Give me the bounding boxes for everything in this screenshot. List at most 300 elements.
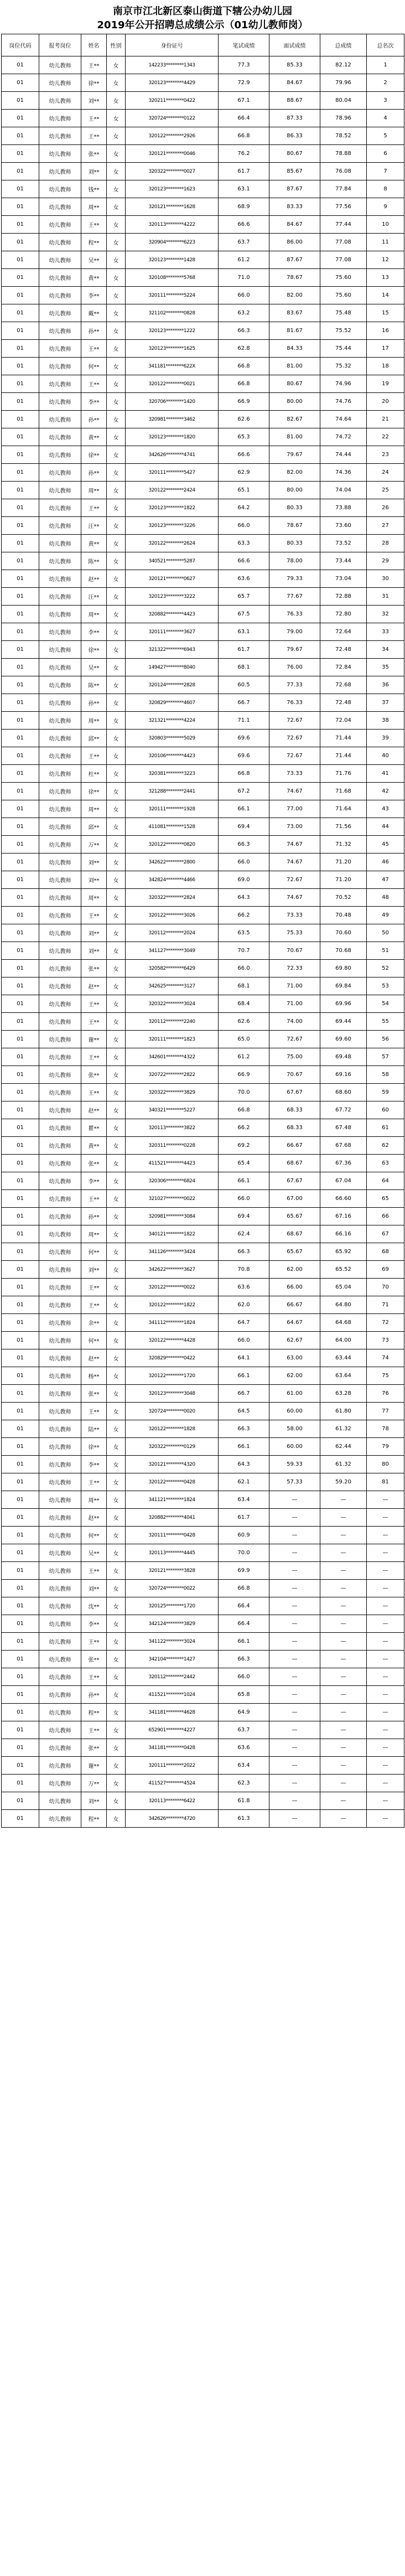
cell-job-code: 01 — [2, 1420, 39, 1438]
cell-interview-score: 60.00 — [269, 1438, 320, 1456]
cell-gender: 女 — [107, 110, 126, 127]
cell-job-code: 01 — [2, 1261, 39, 1279]
cell-total-score: — — [320, 1775, 367, 1792]
cell-job-title: 幼儿教师 — [39, 1190, 81, 1208]
cell-gender: 女 — [107, 942, 126, 960]
cell-gender: 女 — [107, 1013, 126, 1031]
cell-name: 李** — [81, 1172, 107, 1190]
cell-id-number: 142233********1343 — [126, 56, 219, 74]
cell-job-code: 01 — [2, 1084, 39, 1101]
cell-total-score: 76.08 — [320, 163, 367, 180]
cell-id-number: 320122********1822 — [126, 1296, 219, 1314]
cell-id-number: 320123********1428 — [126, 251, 219, 269]
cell-interview-score: 87.33 — [269, 110, 320, 127]
cell-job-code: 01 — [2, 482, 39, 499]
cell-interview-score: 81.00 — [269, 358, 320, 375]
cell-interview-score: 62.00 — [269, 1367, 320, 1385]
table-header-row — [2, 34, 404, 56]
table-row — [2, 659, 404, 676]
cell-job-code: 01 — [2, 464, 39, 482]
cell-job-code: 01 — [2, 251, 39, 269]
cell-job-title: 幼儿教师 — [39, 960, 81, 977]
cell-job-code: 01 — [2, 198, 39, 216]
cell-job-code: 01 — [2, 1597, 39, 1615]
cell-job-code: 01 — [2, 641, 39, 659]
cell-name: 万** — [81, 1775, 107, 1792]
cell-job-code: 01 — [2, 942, 39, 960]
table-row — [2, 1349, 404, 1367]
cell-id-number: 320829********4607 — [126, 694, 219, 712]
cell-job-title: 幼儿教师 — [39, 552, 81, 570]
cell-interview-score: 65.67 — [269, 1208, 320, 1225]
cell-id-number: 342625********3127 — [126, 977, 219, 995]
cell-job-code: 01 — [2, 1686, 39, 1704]
cell-gender: 女 — [107, 676, 126, 694]
cell-written-score: 63.3 — [219, 535, 269, 552]
cell-rank: 51 — [367, 942, 404, 960]
cell-rank: 72 — [367, 1314, 404, 1332]
cell-name: 李** — [81, 623, 107, 641]
cell-written-score: 61.3 — [219, 1810, 269, 1828]
cell-total-score: 71.64 — [320, 800, 367, 818]
cell-interview-score: — — [269, 1686, 320, 1704]
cell-total-score: 74.44 — [320, 446, 367, 464]
cell-id-number: 341127********3049 — [126, 942, 219, 960]
cell-id-number: 342824********4466 — [126, 871, 219, 889]
cell-gender: 女 — [107, 234, 126, 251]
cell-total-score: — — [320, 1597, 367, 1615]
cell-total-score: — — [320, 1527, 367, 1544]
cell-written-score: 60.9 — [219, 1527, 269, 1544]
cell-job-code: 01 — [2, 1314, 39, 1332]
table-row — [2, 517, 404, 535]
cell-name: 陆** — [81, 1420, 107, 1438]
cell-rank: 5 — [367, 127, 404, 145]
cell-interview-score: 77.67 — [269, 588, 320, 606]
cell-gender: 女 — [107, 1279, 126, 1296]
cell-gender: 女 — [107, 871, 126, 889]
table-row — [2, 1651, 404, 1668]
cell-rank: 13 — [367, 269, 404, 287]
cell-job-code: 01 — [2, 1456, 39, 1473]
table-row — [2, 1101, 404, 1119]
cell-gender: 女 — [107, 1208, 126, 1225]
cell-written-score: 65.4 — [219, 1155, 269, 1172]
cell-total-score: 67.36 — [320, 1155, 367, 1172]
table-row — [2, 1757, 404, 1775]
cell-job-code: 01 — [2, 854, 39, 871]
cell-name: 何** — [81, 1243, 107, 1261]
cell-written-score: 61.8 — [219, 1792, 269, 1810]
cell-written-score: 65.1 — [219, 482, 269, 499]
cell-name: 汪** — [81, 588, 107, 606]
cell-id-number: 320111********1823 — [126, 1031, 219, 1048]
cell-gender: 女 — [107, 464, 126, 482]
cell-name: 孙** — [81, 411, 107, 428]
cell-job-title: 幼儿教师 — [39, 251, 81, 269]
cell-job-code: 01 — [2, 304, 39, 322]
cell-job-code: 01 — [2, 694, 39, 712]
cell-written-score: 66.3 — [219, 1420, 269, 1438]
cell-rank: 46 — [367, 854, 404, 871]
table-row — [2, 1456, 404, 1473]
cell-name: 周** — [81, 1225, 107, 1243]
cell-written-score: 66.8 — [219, 375, 269, 393]
cell-job-title: 幼儿教师 — [39, 1438, 81, 1456]
cell-total-score: — — [320, 1580, 367, 1597]
cell-gender: 女 — [107, 1562, 126, 1580]
cell-written-score: 68.1 — [219, 977, 269, 995]
cell-name: 李** — [81, 1615, 107, 1633]
cell-job-code: 01 — [2, 393, 39, 411]
cell-job-code: 01 — [2, 322, 39, 340]
cell-job-title: 幼儿教师 — [39, 712, 81, 730]
cell-gender: 女 — [107, 304, 126, 322]
cell-interview-score: 87.67 — [269, 251, 320, 269]
cell-name: 周** — [81, 198, 107, 216]
cell-gender: 女 — [107, 730, 126, 747]
cell-total-score: 68.60 — [320, 1084, 367, 1101]
cell-job-title: 幼儿教师 — [39, 163, 81, 180]
cell-id-number: 341126********3424 — [126, 1243, 219, 1261]
table-row — [2, 1084, 404, 1101]
cell-id-number: 320122********3026 — [126, 907, 219, 924]
cell-gender: 女 — [107, 1527, 126, 1544]
cell-id-number: 320904********6223 — [126, 234, 219, 251]
cell-rank: 14 — [367, 287, 404, 304]
cell-job-title: 幼儿教师 — [39, 907, 81, 924]
cell-total-score: 63.44 — [320, 1349, 367, 1367]
cell-gender: 女 — [107, 606, 126, 623]
cell-rank: 24 — [367, 464, 404, 482]
cell-gender: 女 — [107, 1385, 126, 1403]
cell-job-code: 01 — [2, 499, 39, 517]
cell-gender: 女 — [107, 482, 126, 499]
cell-rank: 7 — [367, 163, 404, 180]
cell-gender: 女 — [107, 747, 126, 765]
cell-id-number: 320582********6429 — [126, 960, 219, 977]
cell-name: 汪** — [81, 517, 107, 535]
cell-name: 程** — [81, 234, 107, 251]
cell-rank: — — [367, 1597, 404, 1615]
cell-job-code: 01 — [2, 1792, 39, 1810]
cell-job-title: 幼儿教师 — [39, 127, 81, 145]
cell-written-score: 66.1 — [219, 800, 269, 818]
cell-name: 王** — [81, 1296, 107, 1314]
cell-job-title: 幼儿教师 — [39, 800, 81, 818]
cell-gender: 女 — [107, 375, 126, 393]
cell-id-number: 411527********4524 — [126, 1775, 219, 1792]
cell-id-number: 320882********4041 — [126, 1509, 219, 1527]
cell-gender: 女 — [107, 1155, 126, 1172]
cell-job-title: 幼儿教师 — [39, 977, 81, 995]
cell-job-code: 01 — [2, 1721, 39, 1739]
cell-written-score: 63.4 — [219, 1757, 269, 1775]
table-row — [2, 269, 404, 287]
cell-name: 瞿** — [81, 1119, 107, 1137]
table-row — [2, 1509, 404, 1527]
cell-total-score: 72.68 — [320, 676, 367, 694]
table-row — [2, 1438, 404, 1456]
cell-gender: 女 — [107, 1332, 126, 1349]
cell-name: 王** — [81, 340, 107, 358]
cell-name: 赵** — [81, 1349, 107, 1367]
cell-gender: 女 — [107, 1031, 126, 1048]
cell-written-score: 70.8 — [219, 1261, 269, 1279]
cell-rank: 73 — [367, 1332, 404, 1349]
cell-rank: 41 — [367, 765, 404, 783]
cell-name: 孙** — [81, 464, 107, 482]
cell-job-code: 01 — [2, 871, 39, 889]
cell-interview-score: 83.33 — [269, 198, 320, 216]
cell-written-score: 69.0 — [219, 871, 269, 889]
cell-job-title: 幼儿教师 — [39, 659, 81, 676]
table-row — [2, 1633, 404, 1651]
cell-job-code: 01 — [2, 1332, 39, 1349]
cell-job-code: 01 — [2, 1119, 39, 1137]
table-row — [2, 552, 404, 570]
cell-job-title: 幼儿教师 — [39, 1473, 81, 1491]
cell-name: 戴** — [81, 304, 107, 322]
cell-gender: 女 — [107, 641, 126, 659]
cell-id-number: 321288********2441 — [126, 783, 219, 800]
cell-gender: 女 — [107, 1792, 126, 1810]
table-row — [2, 676, 404, 694]
cell-name: 张** — [81, 960, 107, 977]
cell-job-code: 01 — [2, 995, 39, 1013]
table-row — [2, 924, 404, 942]
cell-name: 孙** — [81, 1208, 107, 1225]
cell-gender: 女 — [107, 1296, 126, 1314]
cell-interview-score: 66.00 — [269, 1279, 320, 1296]
table-row — [2, 1367, 404, 1385]
cell-id-number: 320123********3226 — [126, 517, 219, 535]
cell-total-score: 65.92 — [320, 1243, 367, 1261]
cell-id-number: 320111********3627 — [126, 623, 219, 641]
cell-rank: 16 — [367, 322, 404, 340]
cell-id-number: 320724********0022 — [126, 1580, 219, 1597]
table-row — [2, 995, 404, 1013]
cell-rank: 81 — [367, 1473, 404, 1491]
cell-name: 万** — [81, 836, 107, 854]
cell-total-score: 67.16 — [320, 1208, 367, 1225]
cell-written-score: 67.5 — [219, 606, 269, 623]
table-row — [2, 1137, 404, 1155]
cell-job-title: 幼儿教师 — [39, 783, 81, 800]
cell-total-score: 73.60 — [320, 517, 367, 535]
cell-job-code: 01 — [2, 765, 39, 783]
cell-interview-score: 79.33 — [269, 570, 320, 588]
cell-job-code: 01 — [2, 1066, 39, 1084]
cell-job-code: 01 — [2, 287, 39, 304]
cell-interview-score: 57.33 — [269, 1473, 320, 1491]
cell-rank: 77 — [367, 1403, 404, 1420]
cell-name: 程** — [81, 1810, 107, 1828]
cell-gender: 女 — [107, 287, 126, 304]
cell-job-code: 01 — [2, 836, 39, 854]
cell-gender: 女 — [107, 977, 126, 995]
cell-total-score: 74.04 — [320, 482, 367, 499]
cell-interview-score: 66.67 — [269, 1137, 320, 1155]
cell-gender: 女 — [107, 1172, 126, 1190]
cell-id-number: 320111********0428 — [126, 1527, 219, 1544]
cell-name: 黄** — [81, 535, 107, 552]
cell-written-score: 69.6 — [219, 747, 269, 765]
table-row — [2, 1296, 404, 1314]
cell-job-code: 01 — [2, 411, 39, 428]
cell-gender: 女 — [107, 1349, 126, 1367]
cell-written-score: 63.1 — [219, 180, 269, 198]
cell-gender: 女 — [107, 1456, 126, 1473]
cell-id-number: 320211********0422 — [126, 92, 219, 110]
cell-interview-score: — — [269, 1633, 320, 1651]
cell-total-score: 63.64 — [320, 1367, 367, 1385]
cell-written-score: 66.4 — [219, 110, 269, 127]
cell-job-title: 幼儿教师 — [39, 411, 81, 428]
cell-rank: 6 — [367, 145, 404, 163]
table-row — [2, 1721, 404, 1739]
cell-rank: — — [367, 1739, 404, 1757]
table-row — [2, 1775, 404, 1792]
cell-written-score: 66.1 — [219, 1172, 269, 1190]
cell-rank: — — [367, 1491, 404, 1509]
cell-id-number: 342104********1427 — [126, 1651, 219, 1668]
cell-name: 徐** — [81, 1438, 107, 1456]
cell-name: 孙** — [81, 322, 107, 340]
cell-total-score: — — [320, 1686, 367, 1704]
cell-id-number: 320322********0027 — [126, 163, 219, 180]
cell-name: 徐** — [81, 446, 107, 464]
cell-id-number: 341112********1824 — [126, 1314, 219, 1332]
cell-written-score: 66.1 — [219, 1367, 269, 1385]
cell-job-code: 01 — [2, 358, 39, 375]
cell-gender: 女 — [107, 1438, 126, 1456]
cell-id-number: 320111********5224 — [126, 287, 219, 304]
cell-id-number: 320121********0046 — [126, 145, 219, 163]
cell-job-code: 01 — [2, 340, 39, 358]
table-row — [2, 1031, 404, 1048]
table-body — [2, 56, 404, 1828]
cell-interview-score: 78.00 — [269, 552, 320, 570]
cell-id-number: 321322********6943 — [126, 641, 219, 659]
cell-total-score: 69.84 — [320, 977, 367, 995]
cell-rank: 37 — [367, 694, 404, 712]
cell-name: 李** — [81, 393, 107, 411]
cell-job-title: 幼儿教师 — [39, 1225, 81, 1243]
cell-interview-score: 79.00 — [269, 623, 320, 641]
cell-written-score: 66.9 — [219, 1066, 269, 1084]
cell-written-score: 69.4 — [219, 818, 269, 836]
cell-total-score: 66.60 — [320, 1190, 367, 1208]
cell-total-score: — — [320, 1633, 367, 1651]
cell-total-score: 73.04 — [320, 570, 367, 588]
cell-job-title: 幼儿教师 — [39, 854, 81, 871]
cell-rank: 11 — [367, 234, 404, 251]
cell-rank: 69 — [367, 1261, 404, 1279]
cell-id-number: 320311********0228 — [126, 1137, 219, 1155]
table-row — [2, 446, 404, 464]
cell-job-title: 幼儿教师 — [39, 180, 81, 198]
cell-interview-score: — — [269, 1615, 320, 1633]
cell-rank: 61 — [367, 1119, 404, 1137]
cell-rank: 25 — [367, 482, 404, 499]
cell-interview-score: 67.67 — [269, 1172, 320, 1190]
cell-job-title: 幼儿教师 — [39, 1208, 81, 1225]
cell-gender: 女 — [107, 92, 126, 110]
cell-job-code: 01 — [2, 1137, 39, 1155]
cell-job-title: 幼儿教师 — [39, 1349, 81, 1367]
cell-job-code: 01 — [2, 1633, 39, 1651]
cell-written-score: 63.2 — [219, 304, 269, 322]
cell-written-score: 66.8 — [219, 127, 269, 145]
cell-rank: — — [367, 1668, 404, 1686]
cell-gender: 女 — [107, 552, 126, 570]
cell-total-score: 70.48 — [320, 907, 367, 924]
table-row — [2, 570, 404, 588]
cell-job-title: 幼儿教师 — [39, 1739, 81, 1757]
cell-rank: 54 — [367, 995, 404, 1013]
cell-rank: 56 — [367, 1031, 404, 1048]
cell-rank: — — [367, 1562, 404, 1580]
cell-total-score: — — [320, 1668, 367, 1686]
cell-id-number: 340121********1822 — [126, 1225, 219, 1243]
cell-rank: 74 — [367, 1349, 404, 1367]
cell-written-score: 66.0 — [219, 1332, 269, 1349]
cell-interview-score: 80.33 — [269, 499, 320, 517]
cell-name: 沈** — [81, 1597, 107, 1615]
cell-job-code: 01 — [2, 1544, 39, 1562]
cell-job-title: 幼儿教师 — [39, 1491, 81, 1509]
cell-id-number: 341181********0428 — [126, 1739, 219, 1757]
table-row — [2, 535, 404, 552]
table-row — [2, 287, 404, 304]
cell-gender: 女 — [107, 1314, 126, 1332]
cell-interview-score: 62.00 — [269, 1261, 320, 1279]
cell-name: 王** — [81, 56, 107, 74]
cell-job-title: 幼儿教师 — [39, 1119, 81, 1137]
cell-written-score: 66.8 — [219, 1101, 269, 1119]
cell-rank: — — [367, 1527, 404, 1544]
cell-job-title: 幼儿教师 — [39, 216, 81, 234]
cell-written-score: 63.1 — [219, 623, 269, 641]
cell-total-score: 69.80 — [320, 960, 367, 977]
cell-total-score: 67.72 — [320, 1101, 367, 1119]
cell-job-code: 01 — [2, 1473, 39, 1491]
table-row — [2, 1013, 404, 1031]
cell-interview-score: 61.00 — [269, 1385, 320, 1403]
cell-interview-score: 85.67 — [269, 163, 320, 180]
cell-name: 徐** — [81, 74, 107, 92]
cell-name: 王** — [81, 995, 107, 1013]
cell-gender: 女 — [107, 1544, 126, 1562]
cell-gender: 女 — [107, 1721, 126, 1739]
table-row — [2, 145, 404, 163]
cell-rank: 59 — [367, 1084, 404, 1101]
cell-interview-score: 80.67 — [269, 375, 320, 393]
cell-name: 刘** — [81, 942, 107, 960]
table-row — [2, 375, 404, 393]
cell-total-score: 79.96 — [320, 74, 367, 92]
cell-gender: 女 — [107, 1243, 126, 1261]
cell-rank: 64 — [367, 1172, 404, 1190]
cell-written-score: 76.2 — [219, 145, 269, 163]
cell-name: 张** — [81, 145, 107, 163]
cell-gender: 女 — [107, 1810, 126, 1828]
cell-total-score: — — [320, 1739, 367, 1757]
cell-interview-score: 74.67 — [269, 783, 320, 800]
table-row — [2, 358, 404, 375]
cell-name: 陈** — [81, 676, 107, 694]
